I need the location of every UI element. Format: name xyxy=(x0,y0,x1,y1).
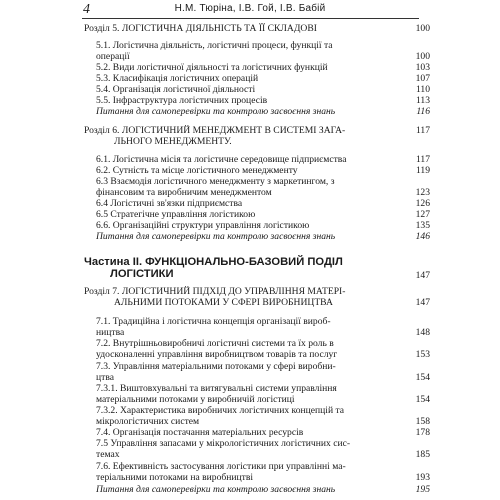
toc-entry-title: ництва xyxy=(96,327,125,338)
toc-entry-page: 195 xyxy=(415,484,430,495)
part-2-heading-cont: ЛОГІСТИКИ xyxy=(110,268,174,280)
toc-entry-page: 103 xyxy=(415,62,430,73)
toc-entry-title: 7.6. Ефективність застосування логістики при управлінні ма- xyxy=(96,461,346,472)
toc-entry-title: 6.5 Стратегічне управління логістикою xyxy=(96,209,256,220)
toc-entry-title: 7.3.1. Виштовхувальні та витягувальні системи управління xyxy=(96,383,337,394)
toc-entry-title: 7.3.2. Характеристика виробничих логістичних концепцій та xyxy=(96,405,345,416)
toc-entry-title: 6.1. Логістична місія та логістичне середовище підприємства xyxy=(96,154,347,165)
running-header-authors: Н.М. Тюріна, І.В. Гой, І.В. Бабій xyxy=(174,3,326,14)
toc-entry-title: 5.2. Види логістичної діяльності та логістичних функцій xyxy=(96,62,328,73)
header-rule xyxy=(82,18,419,19)
part-2-heading: Частина ІІ. ФУНКЦІОНАЛЬНО-БАЗОВИЙ ПОДІЛ xyxy=(84,256,343,268)
toc-entry-page: 146 xyxy=(415,231,430,242)
toc-entry-title: Розділ 7. ЛОГІСТИЧНИЙ ПІДХІД ДО УПРАВЛІННЯ МАТЕРІ- xyxy=(84,286,346,297)
toc-entry-page: 126 xyxy=(415,198,430,209)
toc-entry-page: 113 xyxy=(415,95,430,106)
toc-entry-title: Розділ 6. ЛОГІСТИЧНИЙ МЕНЕДЖМЕНТ В СИСТЕМІ ЗАГА- xyxy=(84,125,346,136)
toc-entry-title: цтва xyxy=(96,372,114,383)
toc-entry-title: 6.6. Організаційні структури управління логістикою xyxy=(96,220,310,231)
toc-entry-title: 7.5 Управління запасами у мікрологістичних логістичних сис- xyxy=(96,438,351,449)
toc-entry-title: 6.4 Логістичні зв'язки підприємства xyxy=(96,198,243,209)
toc-entry-title: 5.3. Класифікація логістичних операцій xyxy=(96,73,259,84)
toc-entry-page: 147 xyxy=(415,270,430,281)
toc-entry-title: 7.3. Управління матеріальними потоками у сфері виробни- xyxy=(96,361,336,372)
toc-entry-title: операції xyxy=(96,51,130,62)
toc-entry-page: 158 xyxy=(415,416,430,427)
toc-entry-page: 119 xyxy=(415,165,430,176)
toc-entry-page: 100 xyxy=(415,51,430,62)
toc-entry-title: ЛЬНОГО МЕНЕДЖМЕНТУ. xyxy=(114,136,232,147)
toc-entry-title: удосконаленні управління виробництвом товарів та послуг xyxy=(96,349,338,360)
toc-entry-title: 7.1. Традиційна і логістична концепція організації вироб- xyxy=(96,316,331,327)
page-number: 4 xyxy=(83,2,90,17)
toc-entry-title: 6.3 Взаємодія логістичного менеджменту з маркетингом, з xyxy=(96,176,335,187)
toc-entry-title: 5.5. Інфраструктура логістичних процесів xyxy=(96,95,268,106)
toc-entry-page: 153 xyxy=(415,349,430,360)
toc-entry-page: 116 xyxy=(416,106,430,117)
toc-entry-title: Питання для самоперевірки та контролю засвоєння знань xyxy=(96,484,336,495)
toc-entry-page: 178 xyxy=(415,427,430,438)
toc-entry-page: 100 xyxy=(415,23,430,34)
toc-entry-page: 148 xyxy=(415,327,430,338)
toc-entry-title: Питання для самоперевірки та контролю засвоєння знань xyxy=(96,106,336,117)
toc-entry-title: фінансовим та виробничим менеджментом xyxy=(96,187,272,198)
toc-entry-page: 127 xyxy=(415,209,430,220)
toc-entry-title: 5.1. Логістична діяльність, логістичні процеси, функції та xyxy=(96,40,333,51)
toc-entry-page: 110 xyxy=(415,84,430,95)
toc-entry-page: 117 xyxy=(415,125,430,136)
toc-entry-page: 185 xyxy=(415,449,430,460)
toc-entry-title: 7.2. Внутрішньовиробничі логістичні системи та їх роль в xyxy=(96,338,334,349)
toc-entry-page: 147 xyxy=(415,297,430,308)
toc-entry-title: темах xyxy=(96,449,120,460)
toc-entry-title: матеріальними потоками у виробничій логістиці xyxy=(96,394,295,405)
toc-entry-page: 107 xyxy=(415,73,430,84)
toc-entry-page: 154 xyxy=(415,394,430,405)
toc-entry-page: 135 xyxy=(415,220,430,231)
toc-entry-page: 117 xyxy=(415,154,430,165)
toc-entry-title: 7.4. Організація постачання матеріальних ресурсів xyxy=(96,427,304,438)
toc-entry-title: АЛЬНИМИ ПОТОКАМИ У СФЕРІ ВИРОБНИЦТВА xyxy=(114,297,333,308)
toc-entry-title: 5.4. Організація логістичної діяльності xyxy=(96,84,256,95)
toc-entry-title: 6.2. Сутність та місце логістичного менеджменту xyxy=(96,165,298,176)
toc-entry-page: 193 xyxy=(415,472,430,483)
toc-entry-title: Питання для самоперевірки та контролю засвоєння знань xyxy=(96,231,336,242)
toc-entry-title: мікрологістичних систем xyxy=(96,416,200,427)
toc-entry-title: Розділ 5. ЛОГІСТИЧНА ДІЯЛЬНІСТЬ ТА ЇЇ СКЛАДОВІ xyxy=(84,23,317,34)
toc-entry-page: 123 xyxy=(415,187,430,198)
toc-entry-page: 154 xyxy=(415,372,430,383)
toc-entry-title: теріальними потоками на виробництві xyxy=(96,472,254,483)
